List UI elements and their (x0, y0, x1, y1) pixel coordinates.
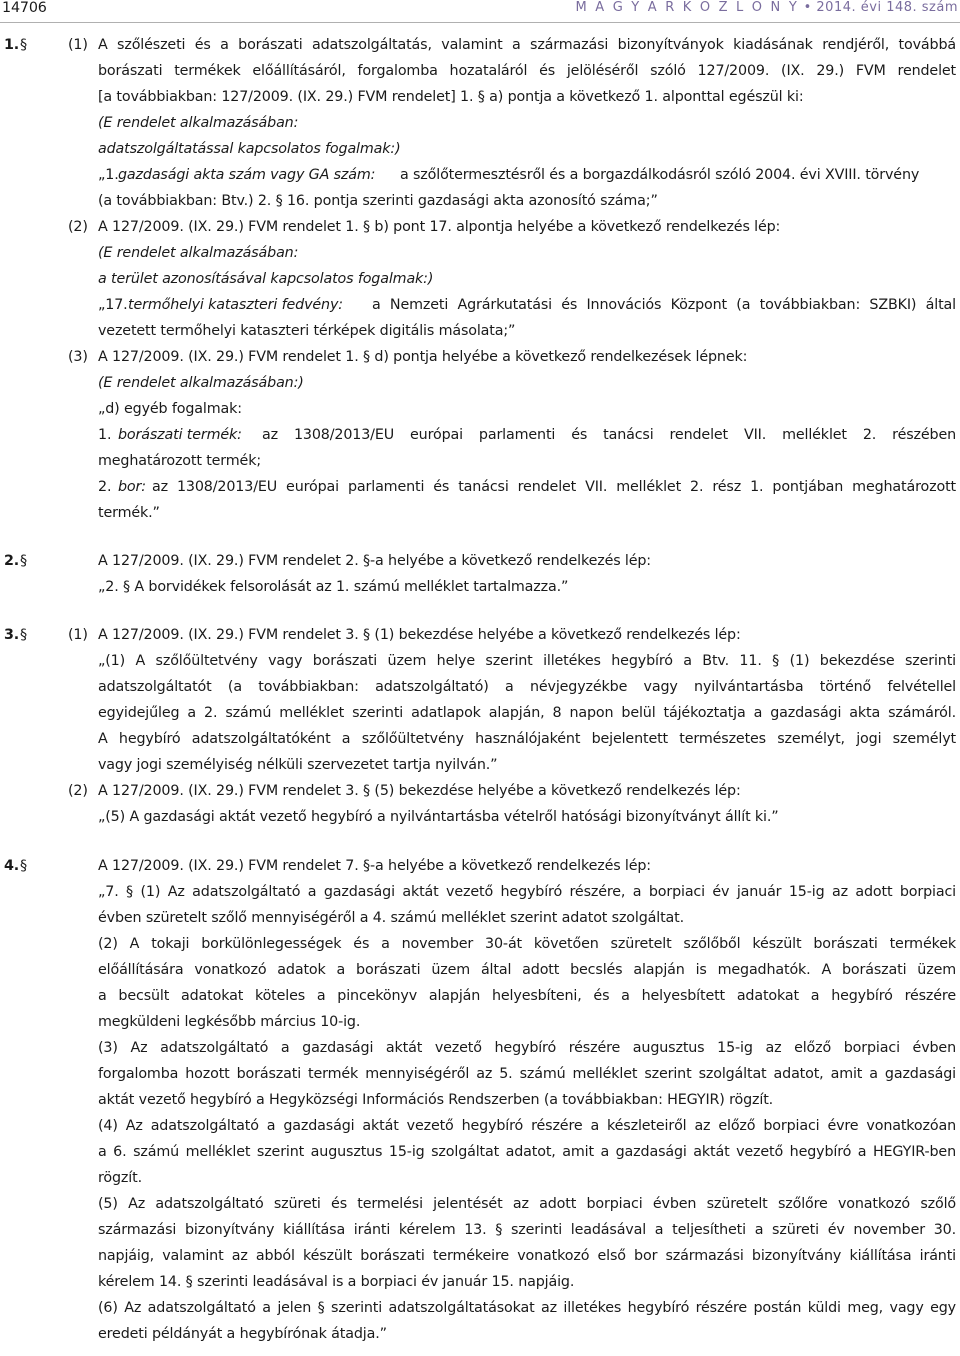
text-line-10-1: termőhelyi kataszteri fedvény: (128, 297, 343, 313)
text-line-14-0: „d) egyéb fogalmak: (98, 401, 242, 417)
text-line-0-2: (1) (68, 37, 88, 53)
text-line-42-0: (5) Az adatszolgáltató szüreti és termelési jelentését az adott borpiaci évben szüretelt szőlőre vonatkozó szőlő (98, 1196, 956, 1212)
text-line-31-0: évben szüretelt szőlő mennyiségéről a 4. számú melléklet szerint adatot szolgáltat. (98, 910, 684, 926)
text-line-8-0: (E rendelet alkalmazásában: (98, 245, 299, 261)
text-line-0-1: § (20, 37, 27, 53)
text-line-33-0: előállítására vonatkozó adatok a borászati üzem által adott becslés alapján is megadhatók. A borászati üzem (98, 962, 956, 978)
text-line-41-0: rögzít. (98, 1170, 142, 1186)
text-line-18-0: termék.” (98, 505, 160, 521)
text-line-23-0: adatszolgáltatót (a továbbiakban: adatszolgáltató) a névjegyzékbe vagy nyilvántartásba történő felvétellel (98, 679, 956, 695)
text-line-5-2: a szőlőtermesztésről és a borgazdálkodásról szóló 2004. évi XVIII. törvény (400, 167, 920, 183)
text-line-21-1: § (20, 627, 27, 643)
text-line-19-2: A 127/2009. (IX. 29.) FVM rendelet 2. §-a helyébe a következő rendelkezés lép: (98, 553, 651, 569)
text-line-35-0: megküldeni legkésőbb március 10-ig. (98, 1014, 361, 1030)
text-line-3-0: (E rendelet alkalmazásában: (98, 115, 299, 131)
text-line-15-2: az 1308/2013/EU európai parlamenti és tanácsi rendelet VII. melléklet 2. részében (262, 427, 956, 443)
text-line-2-0: [a továbbiakban: 127/2009. (IX. 29.) FVM rendelet] 1. § a) pontja a következő 1. alponttal egészül ki: (98, 89, 804, 105)
text-line-26-0: vagy jogi személyiség nélküli szervezetet tartja nyilván.” (98, 757, 498, 773)
text-line-29-2: A 127/2009. (IX. 29.) FVM rendelet 7. §-a helyébe a következő rendelkezés lép: (98, 858, 651, 874)
text-line-21-0: 3. (4, 627, 20, 643)
text-line-12-0: (3) (68, 349, 88, 365)
text-line-30-0: „7. § (1) Az adatszolgáltató a gazdasági aktát vezető hegybíró részére, a borpiaci év január 15-ig az adott borpiaci (98, 884, 956, 900)
text-line-17-1: bor: (118, 479, 146, 495)
text-line-0-0: 1. (4, 37, 20, 53)
text-line-17-2: az 1308/2013/EU európai parlamenti és tanácsi rendelet VII. melléklet 2. rész 1. pontjában meghatározott (152, 479, 956, 495)
text-line-28-0: „(5) A gazdasági aktát vezető hegybíró a nyilvántartásba vételről hatósági bizonyítványt állít ki.” (98, 809, 779, 825)
text-line-45-0: kérelem 14. § szerinti leadásával is a borpiaci év január 15. napjáig. (98, 1274, 575, 1290)
text-line-15-0: 1. (98, 427, 112, 443)
text-line-46-0: (6) Az adatszolgáltató a jelen § szerinti adatszolgáltatásokat az illetékes hegybíró részére postán küldi meg, vagy egy (98, 1300, 956, 1316)
text-line-38-0: aktát vezető hegybíró a Hegyközségi Információs Rendszerben (a továbbiakban: HEGYIR) rögzít. (98, 1092, 774, 1108)
journal-name: M A G Y A R K Ö Z L Ö N Y (575, 0, 799, 15)
text-line-1-0: borászati termékek előállításáról, forgalomba hozataláról és jelöléséről szóló 127/2009. (IX. 29.) FVM rendelet (98, 63, 956, 79)
page-number: 14706 (2, 0, 47, 16)
text-line-36-0: (3) Az adatszolgáltató a gazdasági aktát vezető hegybíró részére augusztus 15-ig az előző borpiaci évben (98, 1040, 956, 1056)
page-header (0, 0, 960, 20)
text-line-20-0: „2. § A borvidékek felsorolását az 1. számú melléklet tartalmazza.” (98, 579, 569, 595)
text-line-47-0: eredeti példányát a hegybírónak átadja.” (98, 1326, 387, 1342)
text-line-15-1: borászati termék: (118, 427, 242, 443)
text-line-9-0: a terület azonosításával kapcsolatos fogalmak:) (98, 271, 434, 287)
text-line-27-0: (2) (68, 783, 88, 799)
text-line-10-2: a Nemzeti Agrárkutatási és Innovációs Központ (a továbbiakban: SZBKI) által (372, 297, 956, 313)
text-line-16-0: meghatározott termék; (98, 453, 262, 469)
issue-number: • 2014. évi 148. szám (803, 0, 958, 15)
text-line-32-0: (2) A tokaji borkülönlegességek és a november 30-át követően szüretelt szőlőből készült borászati termékek (98, 936, 956, 952)
text-line-19-0: 2. (4, 553, 20, 569)
text-line-5-0: „1. (98, 167, 119, 183)
text-line-10-0: „17. (98, 297, 128, 313)
text-line-24-0: egyidejűleg a 2. számú melléklet szerinti adatlapok alapján, 8 napon belül tájékoztatja a gazdasági akta számáról. (98, 705, 956, 721)
text-line-11-0: vezetett termőhelyi kataszteri térképek digitális másolata;” (98, 323, 516, 339)
text-line-21-2: (1) (68, 627, 88, 643)
text-line-34-0: a becsült adatokat köteles a pincekönyv alapján helyesbíteni, és a helyesbített adatokat a hegybíró részére (98, 988, 956, 1004)
text-line-44-0: napjáig, valamint az abból készült borászati termékeire vonatkozó első bor származási bizonyítvány kiállítása iránti (98, 1248, 956, 1264)
text-line-13-0: (E rendelet alkalmazásában:) (98, 375, 304, 391)
text-line-29-1: § (20, 858, 27, 874)
journal-title (576, 0, 958, 15)
text-line-37-0: forgalomba hozott borászati termék mennyiségéről az 5. számú melléklet szerint szolgáltat adatot, amit a gazdasági (98, 1066, 956, 1082)
text-line-39-0: (4) Az adatszolgáltató a gazdasági aktát vezető hegybíró részére a készleteiről az előző borpiaci évre vonatkozóan (98, 1118, 956, 1134)
text-line-0-3: A szőlészeti és a borászati adatszolgáltatás, valamint a származási bizonyítványok kiadásának rendjéről, továbbá (98, 37, 956, 53)
header-rule (0, 22, 960, 23)
text-line-19-1: § (20, 553, 27, 569)
text-line-7-1: A 127/2009. (IX. 29.) FVM rendelet 1. § b) pont 17. alpontja helyébe a következő rendelkezés lép: (98, 219, 781, 235)
text-line-21-3: A 127/2009. (IX. 29.) FVM rendelet 3. § (1) bekezdése helyébe a következő rendelkezés lép: (98, 627, 741, 643)
text-line-4-0: adatszolgáltatással kapcsolatos fogalmak:) (98, 141, 401, 157)
text-line-5-1: gazdasági akta szám vagy GA szám: (118, 167, 376, 183)
text-line-40-0: a 6. számú melléklet szerint augusztus 15-ig szolgáltat adatot, amit a gazdasági aktát vezető hegybíró a HEGYIR-ben (98, 1144, 956, 1160)
text-line-27-1: A 127/2009. (IX. 29.) FVM rendelet 3. § (5) bekezdése helyébe a következő rendelkezés lép: (98, 783, 741, 799)
text-line-6-0: (a továbbiakban: Btv.) 2. § 16. pontja szerinti gazdasági akta azonosító száma;” (98, 193, 658, 209)
text-line-29-0: 4. (4, 858, 20, 874)
text-line-43-0: származási bizonyítvány kiállítása iránti kérelem 13. § szerinti leadásával a teljesítheti a szüreti év november 30. (98, 1222, 956, 1238)
text-line-12-1: A 127/2009. (IX. 29.) FVM rendelet 1. § d) pontja helyébe a következő rendelkezések lépnek: (98, 349, 748, 365)
text-line-17-0: 2. (98, 479, 112, 495)
text-line-25-0: A hegybíró adatszolgáltatóként a szőlőültetvény használójaként bejelentett természetes személyt, jogi személyt (98, 731, 956, 747)
text-line-7-0: (2) (68, 219, 88, 235)
text-line-22-0: „(1) A szőlőültetvény vagy borászati üzem helye szerint illetékes hegybíró a Btv. 11. § (1) bekezdése szerinti (98, 653, 956, 669)
